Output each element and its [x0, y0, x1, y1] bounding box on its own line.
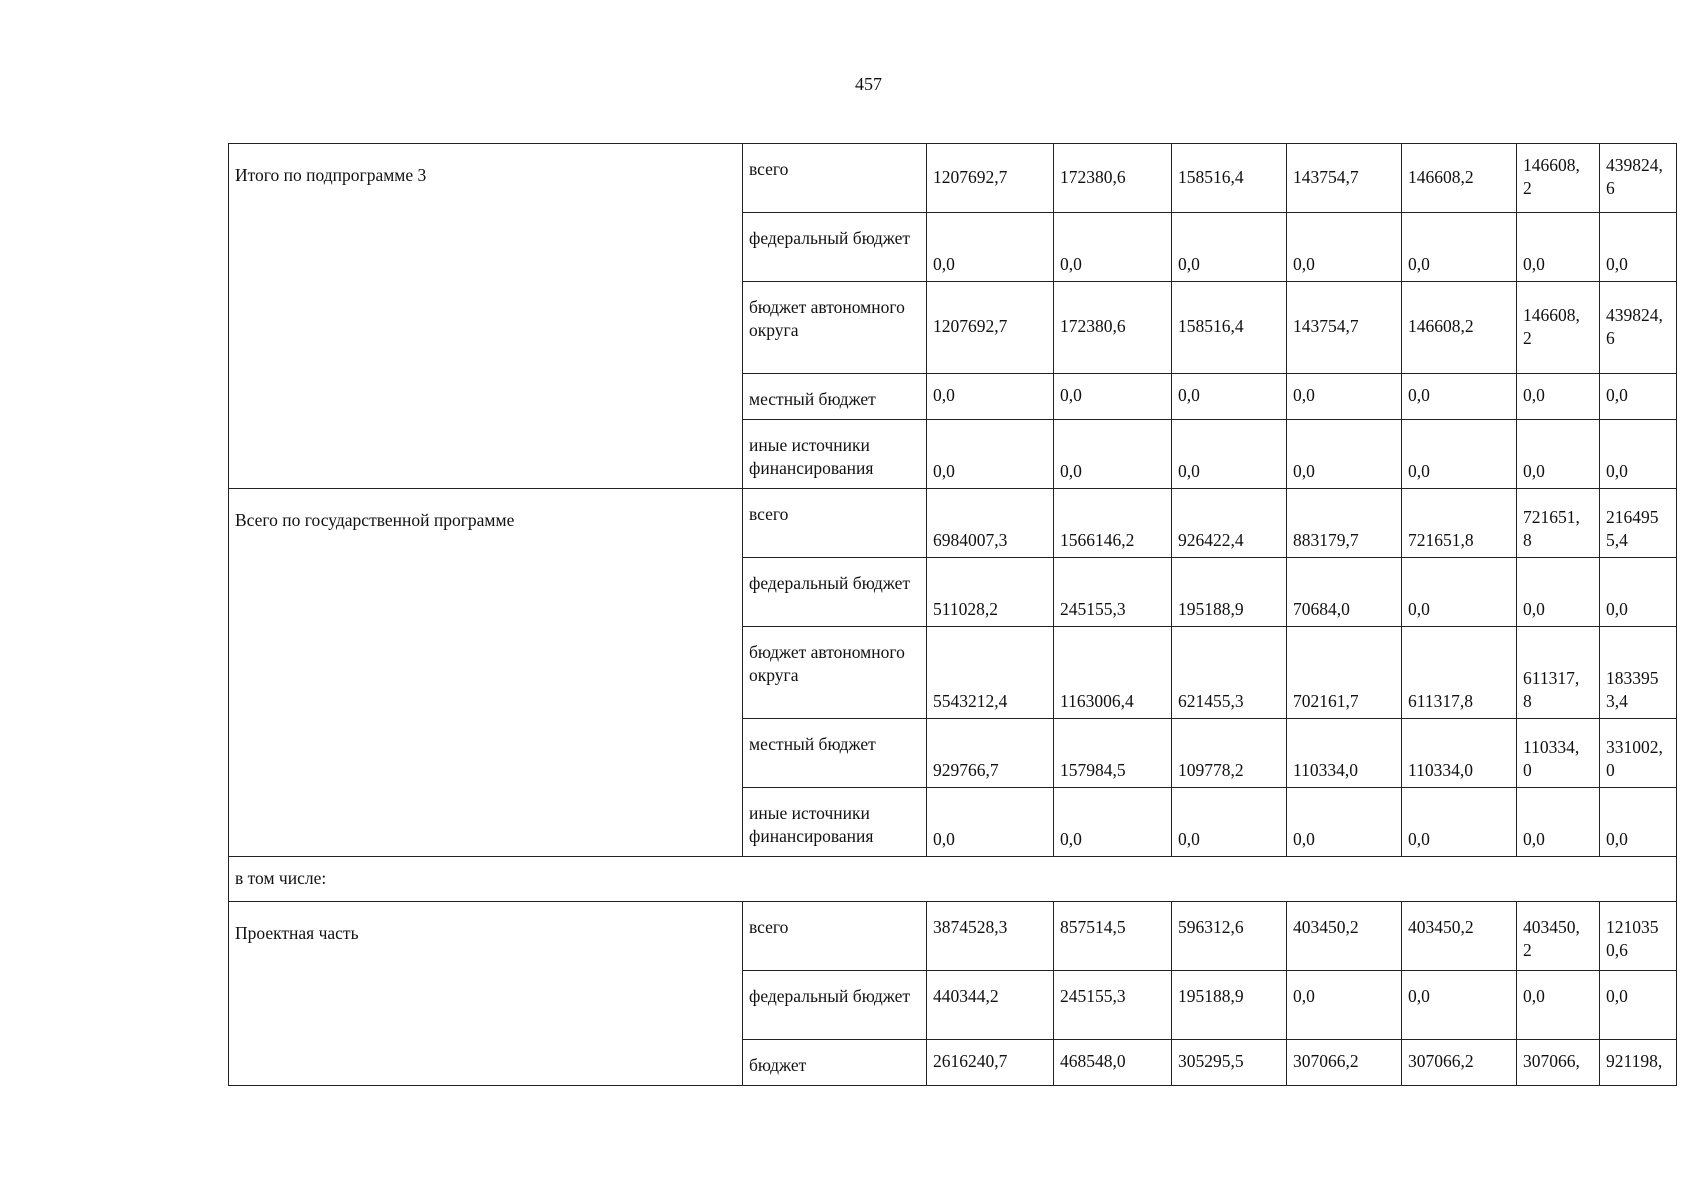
value-cell: 157984,5 [1054, 719, 1172, 788]
funding-source: федеральный бюджет [743, 558, 927, 627]
value-cell: 146608, 2 [1517, 144, 1600, 213]
table-row [229, 489, 1677, 558]
value-cell: 109778,2 [1172, 719, 1287, 788]
funding-source: федеральный бюджет [743, 971, 927, 1040]
value-cell: 0,0 [1517, 788, 1600, 857]
funding-source: всего [743, 144, 927, 213]
value-cell: 305295,5 [1172, 1040, 1287, 1086]
value-cell: 143754,7 [1287, 282, 1402, 374]
page-number: 457 [855, 74, 882, 94]
value-cell: 403450, 2 [1517, 902, 1600, 971]
value-cell: 143754,7 [1287, 144, 1402, 213]
value-cell: 1163006,4 [1054, 627, 1172, 719]
value-cell: 0,0 [1054, 788, 1172, 857]
value-cell: 0,0 [1054, 420, 1172, 489]
value-cell: 307066, [1517, 1040, 1600, 1086]
value-cell: 70684,0 [1287, 558, 1402, 627]
value-cell: 0,0 [1517, 558, 1600, 627]
value-cell: 0,0 [1600, 558, 1677, 627]
value-cell: 0,0 [927, 374, 1054, 420]
funding-source: федеральный бюджет [743, 213, 927, 282]
value-cell: 0,0 [1054, 374, 1172, 420]
funding-source: иные источники финансирования [743, 420, 927, 489]
value-cell: 0,0 [1600, 971, 1677, 1040]
value-cell: 146608,2 [1402, 282, 1517, 374]
value-cell: 857514,5 [1054, 902, 1172, 971]
value-cell: 0,0 [1600, 213, 1677, 282]
value-cell: 0,0 [1402, 971, 1517, 1040]
value-cell: 621455,3 [1172, 627, 1287, 719]
funding-source: всего [743, 489, 927, 558]
value-cell: 245155,3 [1054, 971, 1172, 1040]
group-label: Проектная часть [229, 902, 743, 1086]
value-cell: 0,0 [1402, 788, 1517, 857]
group-label: Итого по подпрограмме 3 [229, 144, 743, 489]
value-cell: 172380,6 [1054, 282, 1172, 374]
value-cell: 921198, [1600, 1040, 1677, 1086]
value-cell: 403450,2 [1402, 902, 1517, 971]
value-cell: 403450,2 [1287, 902, 1402, 971]
value-cell: 158516,4 [1172, 282, 1287, 374]
value-cell: 0,0 [1172, 374, 1287, 420]
value-cell: 0,0 [1172, 420, 1287, 489]
funding-source: местный бюджет [743, 719, 927, 788]
funding-source: всего [743, 902, 927, 971]
value-cell: 183395 3,4 [1600, 627, 1677, 719]
value-cell: 596312,6 [1172, 902, 1287, 971]
group-label: Всего по государственной программе [229, 489, 743, 857]
value-cell: 721651, 8 [1517, 489, 1600, 558]
funding-source: бюджет автономного округа [743, 627, 927, 719]
funding-source: местный бюджет [743, 374, 927, 420]
value-cell: 0,0 [1517, 374, 1600, 420]
value-cell: 439824, 6 [1600, 282, 1677, 374]
value-cell: 0,0 [1517, 971, 1600, 1040]
value-cell: 195188,9 [1172, 558, 1287, 627]
value-cell: 611317, 8 [1517, 627, 1600, 719]
value-cell: 721651,8 [1402, 489, 1517, 558]
value-cell: 245155,3 [1054, 558, 1172, 627]
value-cell: 0,0 [1287, 788, 1402, 857]
section-label: в том числе: [229, 857, 1677, 902]
value-cell: 0,0 [1287, 213, 1402, 282]
value-cell: 702161,7 [1287, 627, 1402, 719]
value-cell: 0,0 [1172, 213, 1287, 282]
table-row [229, 902, 1677, 971]
section-row [229, 857, 1677, 902]
value-cell: 195188,9 [1172, 971, 1287, 1040]
value-cell: 0,0 [927, 420, 1054, 489]
value-cell: 439824, 6 [1600, 144, 1677, 213]
value-cell: 158516,4 [1172, 144, 1287, 213]
value-cell: 146608,2 [1402, 144, 1517, 213]
value-cell: 0,0 [1600, 788, 1677, 857]
value-cell: 121035 0,6 [1600, 902, 1677, 971]
value-cell: 331002, 0 [1600, 719, 1677, 788]
value-cell: 0,0 [1600, 374, 1677, 420]
budget-table [228, 143, 1677, 1086]
funding-source: бюджет автономного округа [743, 282, 927, 374]
value-cell: 0,0 [1287, 420, 1402, 489]
value-cell: 110334,0 [1287, 719, 1402, 788]
value-cell: 0,0 [1402, 558, 1517, 627]
value-cell: 0,0 [1054, 213, 1172, 282]
value-cell: 0,0 [927, 213, 1054, 282]
value-cell: 3874528,3 [927, 902, 1054, 971]
value-cell: 110334, 0 [1517, 719, 1600, 788]
value-cell: 0,0 [1287, 971, 1402, 1040]
value-cell: 440344,2 [927, 971, 1054, 1040]
value-cell: 0,0 [927, 788, 1054, 857]
value-cell: 0,0 [1517, 420, 1600, 489]
value-cell: 883179,7 [1287, 489, 1402, 558]
value-cell: 468548,0 [1054, 1040, 1172, 1086]
value-cell: 0,0 [1402, 420, 1517, 489]
value-cell: 216495 5,4 [1600, 489, 1677, 558]
funding-source: иные источники финансирования [743, 788, 927, 857]
value-cell: 0,0 [1517, 213, 1600, 282]
value-cell: 5543212,4 [927, 627, 1054, 719]
value-cell: 172380,6 [1054, 144, 1172, 213]
value-cell: 2616240,7 [927, 1040, 1054, 1086]
value-cell: 611317,8 [1402, 627, 1517, 719]
value-cell: 146608, 2 [1517, 282, 1600, 374]
value-cell: 929766,7 [927, 719, 1054, 788]
value-cell: 1566146,2 [1054, 489, 1172, 558]
value-cell: 0,0 [1287, 374, 1402, 420]
value-cell: 0,0 [1402, 213, 1517, 282]
funding-source: бюджет [743, 1040, 927, 1086]
value-cell: 1207692,7 [927, 282, 1054, 374]
value-cell: 6984007,3 [927, 489, 1054, 558]
value-cell: 511028,2 [927, 558, 1054, 627]
table-row [229, 144, 1677, 213]
value-cell: 307066,2 [1402, 1040, 1517, 1086]
value-cell: 110334,0 [1402, 719, 1517, 788]
value-cell: 0,0 [1600, 420, 1677, 489]
value-cell: 0,0 [1172, 788, 1287, 857]
value-cell: 0,0 [1402, 374, 1517, 420]
value-cell: 926422,4 [1172, 489, 1287, 558]
value-cell: 307066,2 [1287, 1040, 1402, 1086]
value-cell: 1207692,7 [927, 144, 1054, 213]
